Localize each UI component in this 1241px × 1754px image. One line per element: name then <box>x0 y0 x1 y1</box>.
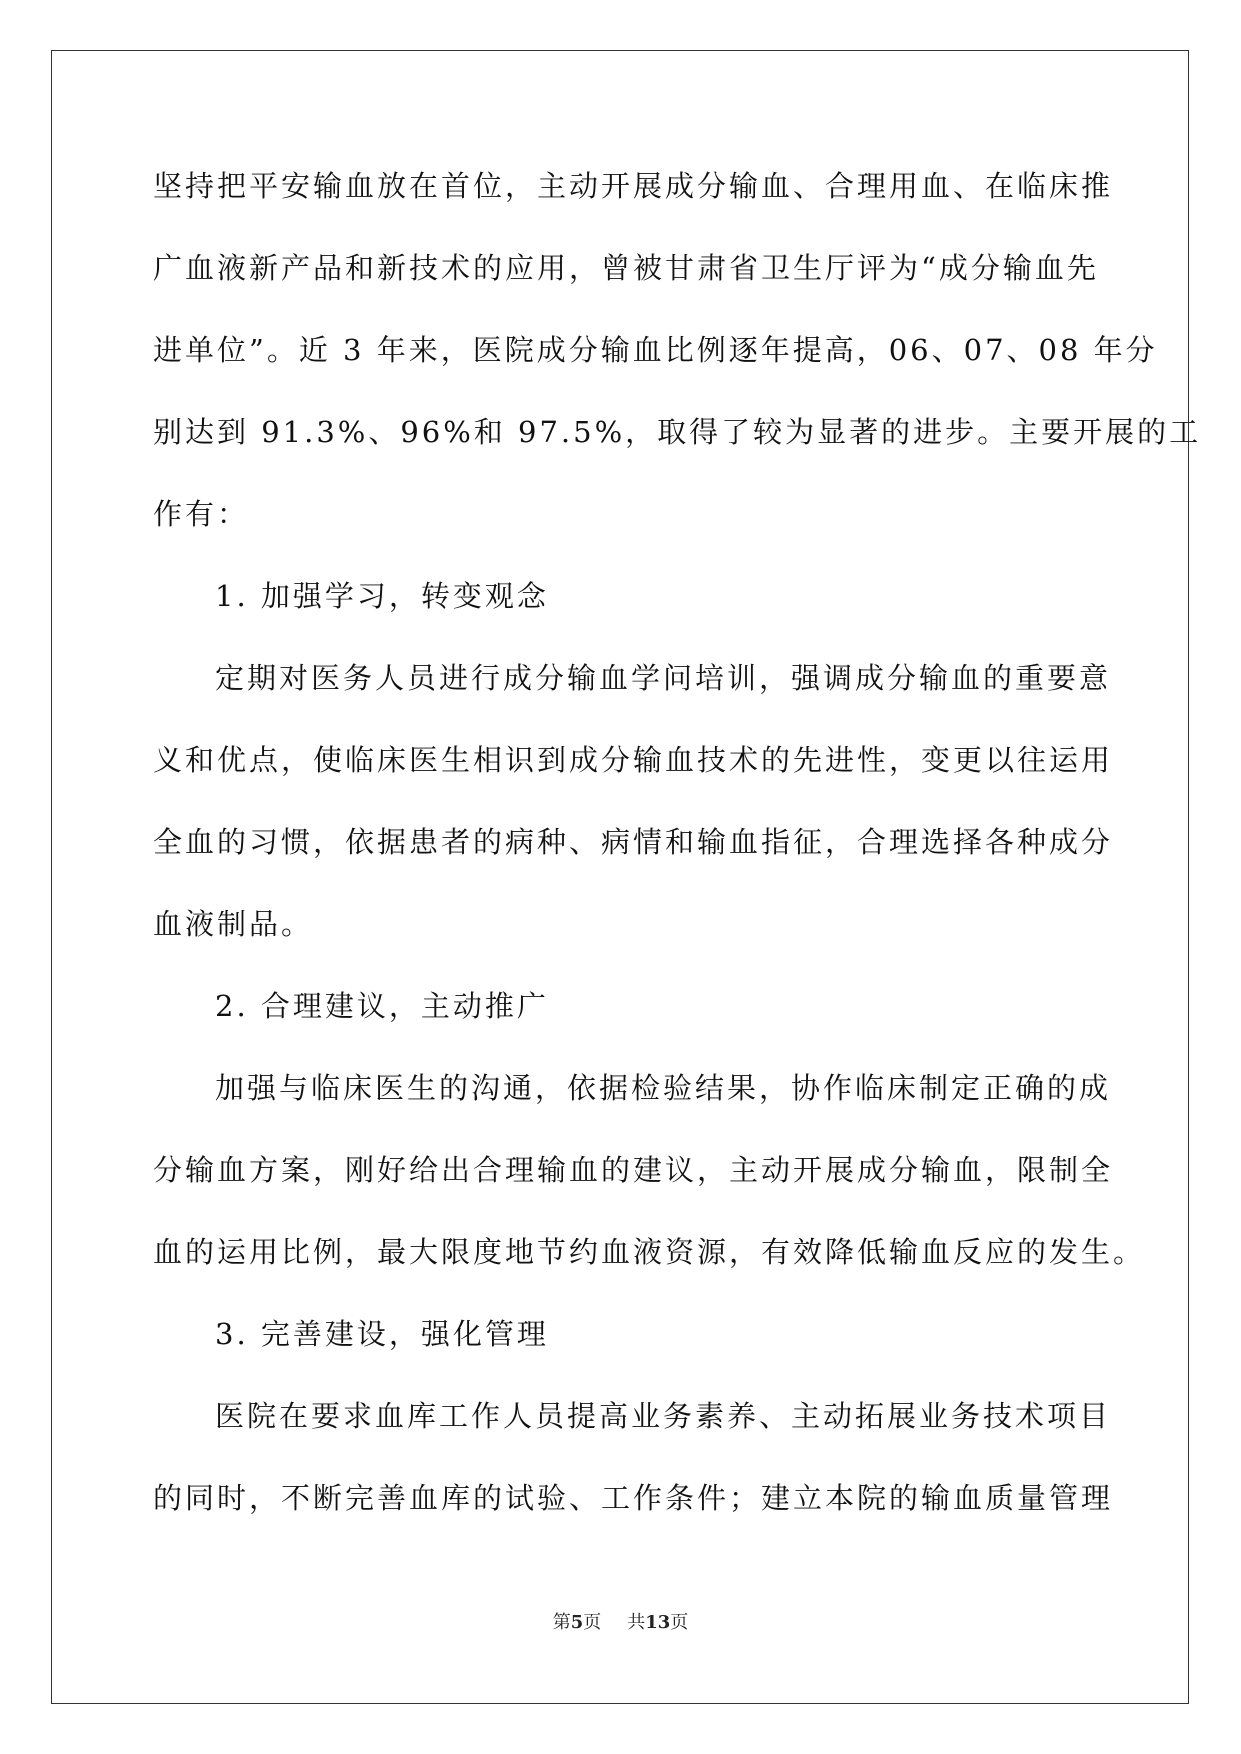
page-suffix: 页 <box>583 1612 602 1633</box>
page-current: 5 <box>570 1612 584 1633</box>
body-line: 血的运用比例，最大限度地节约血液资源，有效降低输血反应的发生。 <box>153 1235 1146 1269</box>
section-heading-3: 3. 完善建设，强化管理 <box>215 1317 549 1351</box>
paragraph-start: 定期对医务人员进行成分输血学问培训，强调成分输血的重要意 <box>215 661 1112 695</box>
body-line: 的同时，不断完善血库的试验、工作条件；建立本院的输血质量管理 <box>153 1481 1114 1515</box>
section-heading-1: 1. 加强学习，转变观念 <box>215 579 549 613</box>
page-footer <box>0 1608 1241 1634</box>
page-total: 13 <box>645 1612 671 1633</box>
body-line: 坚持把平安输血放在首位，主动开展成分输血、合理用血、在临床推 <box>153 169 1114 203</box>
body-line: 广血液新产品和新技术的应用，曾被甘肃省卫生厅评为“成分输血先 <box>153 251 1099 285</box>
paragraph-start: 医院在要求血库工作人员提高业务素养、主动拓展业务技术项目 <box>215 1399 1112 1433</box>
section-heading-2: 2. 合理建议，主动推广 <box>215 989 549 1023</box>
total-prefix: 共 <box>627 1612 646 1633</box>
page-prefix: 第 <box>552 1612 571 1633</box>
document-body <box>153 160 1202 1554</box>
body-line: 别达到 91.3%、96%和 97.5%，取得了较为显著的进步。主要开展的工 <box>153 415 1202 449</box>
body-line: 全血的习惯，依据患者的病种、病情和输血指征，合理选择各种成分 <box>153 825 1114 859</box>
body-line: 分输血方案，刚好给出合理输血的建议，主动开展成分输血，限制全 <box>153 1153 1114 1187</box>
body-line: 血液制品。 <box>153 907 314 941</box>
paragraph-start: 加强与临床医生的沟通，依据检验结果，协作临床制定正确的成 <box>215 1071 1112 1105</box>
body-line: 作有： <box>153 497 250 531</box>
body-line: 义和优点，使临床医生相识到成分输血技术的先进性，变更以往运用 <box>153 743 1114 777</box>
body-line: 进单位”。近 3 年来，医院成分输血比例逐年提高，06、07、08 年分 <box>153 333 1158 367</box>
total-suffix: 页 <box>670 1612 689 1633</box>
